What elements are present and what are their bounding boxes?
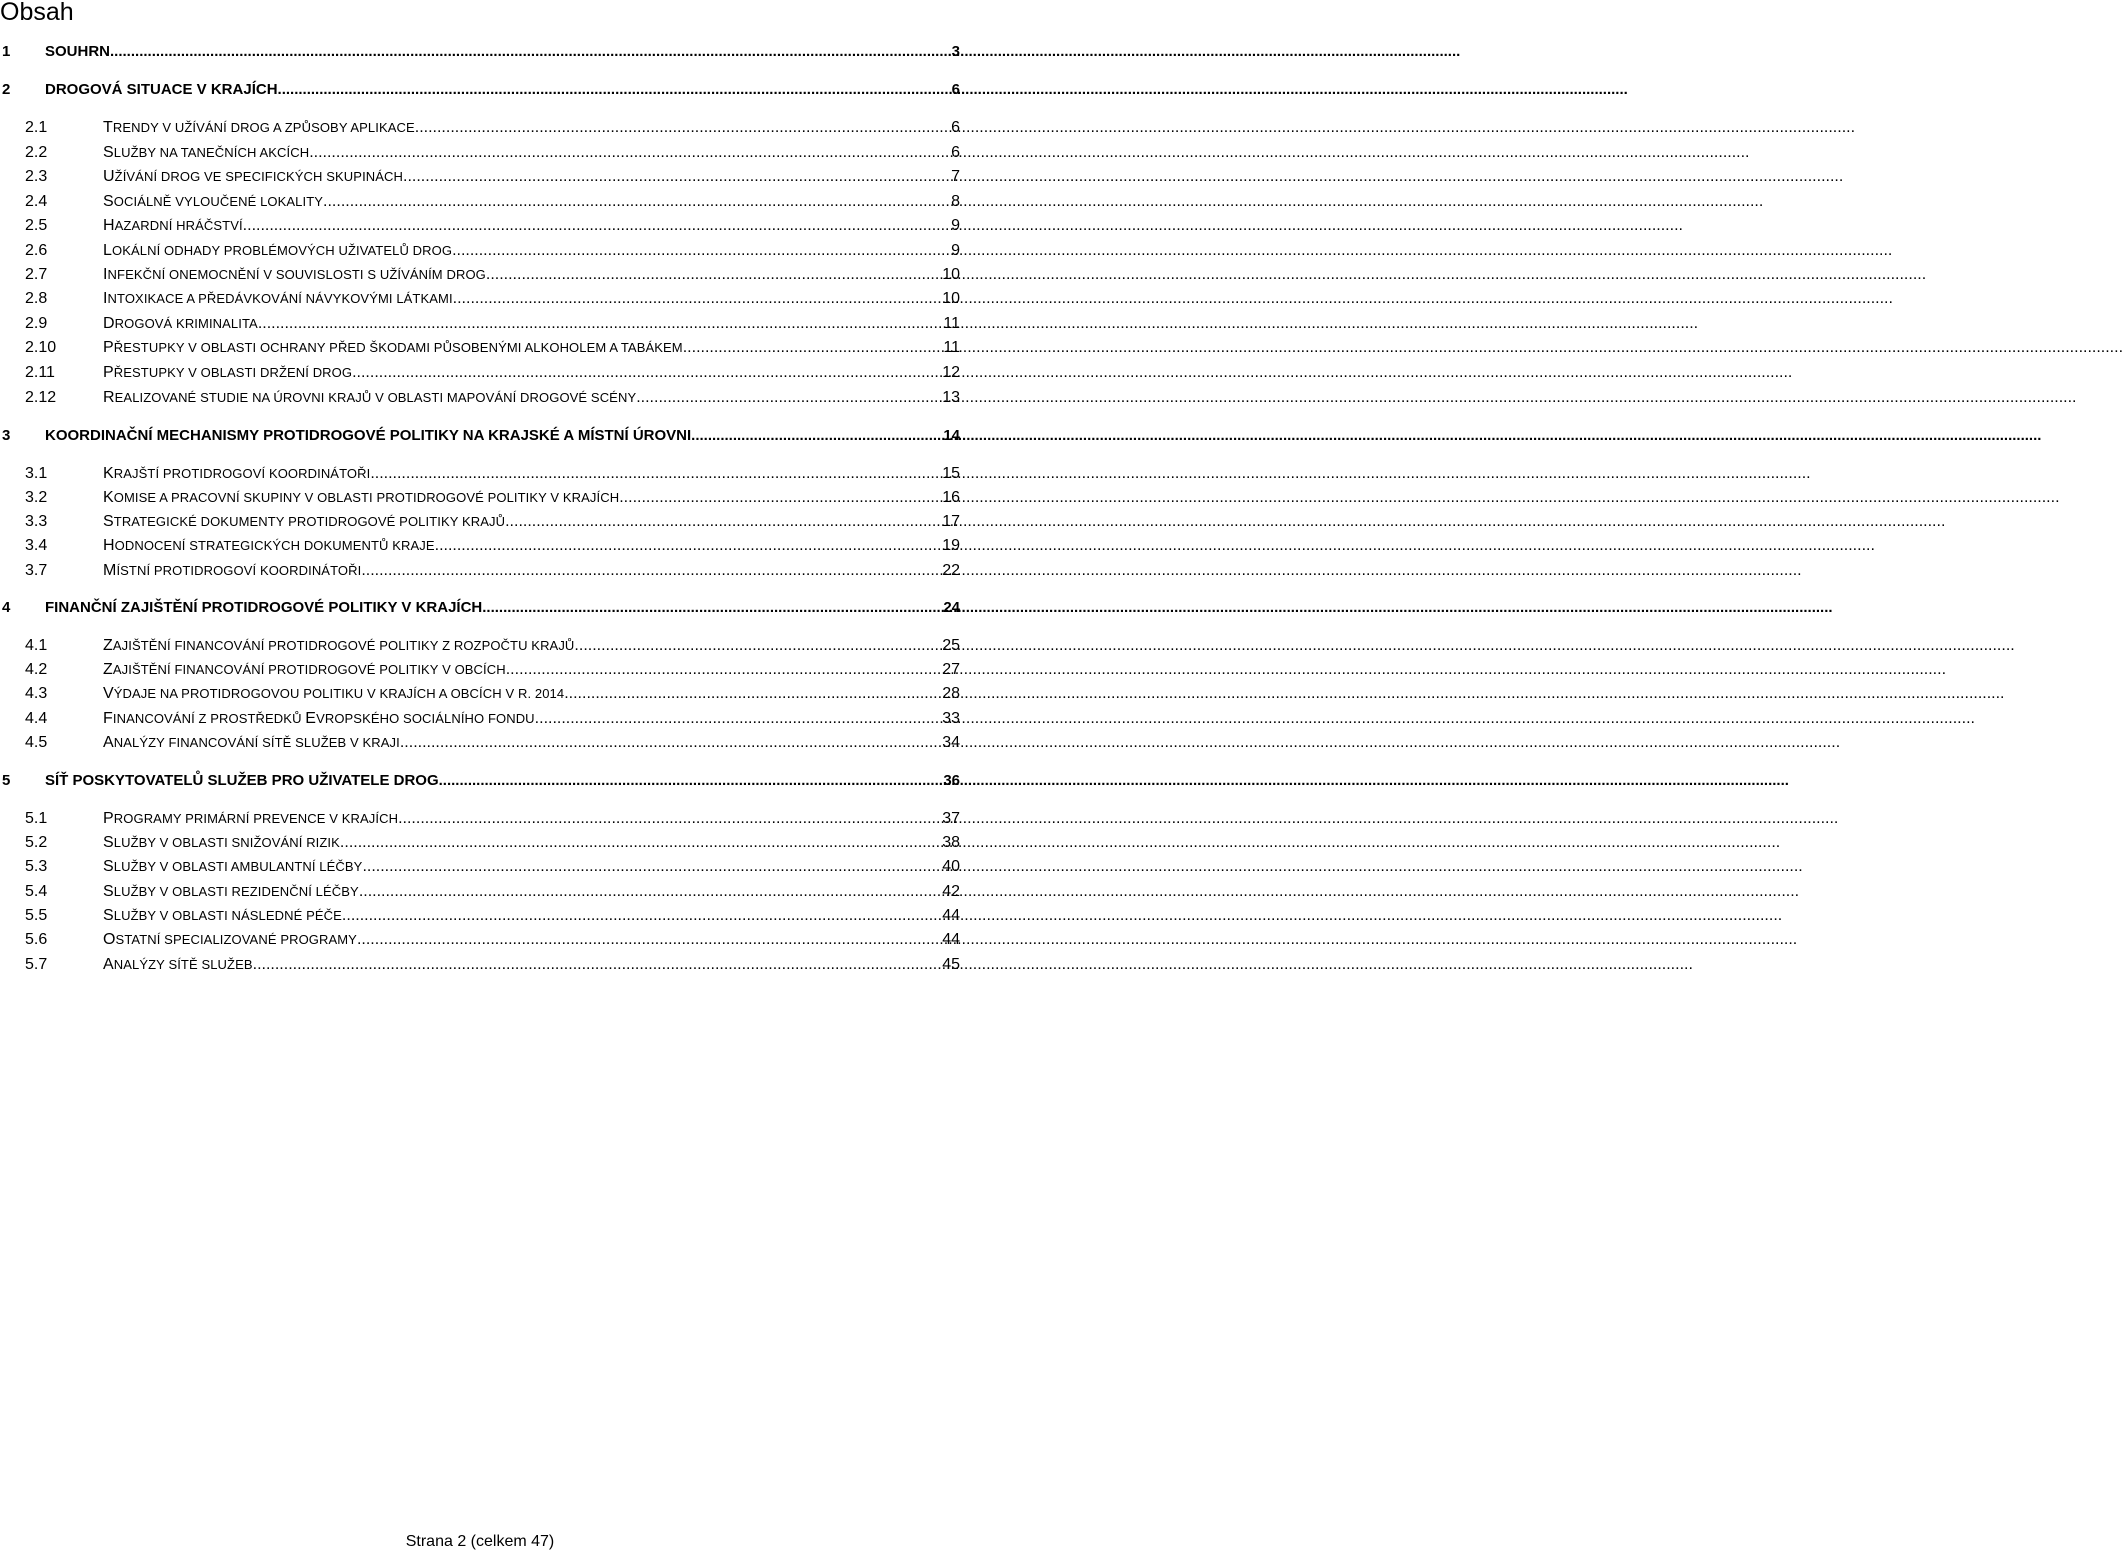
toc-leader-dots [278, 79, 952, 101]
toc-entry-line [103, 930, 960, 950]
toc-entry-page: 6 [951, 144, 960, 161]
toc-entry-title: KRAJŠTÍ PROTIDROGOVÍ KOORDINÁTOŘI [103, 465, 371, 482]
toc-leader-dots [574, 636, 942, 656]
toc-entry-line [103, 167, 960, 187]
toc-leader-dots [506, 660, 942, 680]
toc-entry-title: MÍSTNÍ PROTIDROGOVÍ KOORDINÁTOŘI [103, 562, 362, 579]
toc-entry-page: 24 [943, 599, 960, 616]
toc-leader-dots [359, 882, 942, 902]
toc-entry[interactable] [0, 809, 960, 833]
toc-entry-number: 2.4 [25, 193, 48, 210]
toc-entry-number: 5.1 [25, 810, 48, 827]
toc-entry-line [103, 289, 960, 309]
toc-entry[interactable] [0, 597, 960, 621]
toc-entry[interactable] [0, 660, 960, 684]
toc-entry[interactable] [0, 314, 960, 338]
toc-entry[interactable] [0, 488, 960, 512]
toc-entry[interactable] [0, 143, 960, 167]
toc-entry-page: 40 [942, 858, 960, 875]
toc-leader-dots [435, 536, 943, 556]
toc-entry-page: 44 [942, 931, 960, 948]
toc-entry-number: 3.2 [25, 489, 48, 506]
toc-entry[interactable] [0, 79, 960, 103]
toc-entry-title: DROGOVÁ KRIMINALITA [103, 315, 258, 332]
toc-entry-page: 22 [942, 562, 960, 579]
toc-entry-title: ANALÝZY FINANCOVÁNÍ SÍTĚ SLUŽEB V KRAJI [103, 734, 400, 751]
toc-entry-line [103, 338, 960, 358]
toc-leader-dots [357, 930, 942, 950]
toc-entry-title: ANALÝZY SÍTĚ SLUŽEB [103, 956, 253, 973]
toc-entry-page: 38 [942, 834, 960, 851]
toc-leader-dots [258, 314, 944, 334]
toc-entry-number: 5.3 [25, 858, 48, 875]
toc-entry-title: ZAJIŠTĚNÍ FINANCOVÁNÍ PROTIDROGOVÉ POLITIKY V OBCÍCH [103, 661, 506, 678]
toc-entry-page: 10 [942, 266, 960, 283]
toc-leader-dots [110, 41, 952, 63]
toc-entry-line [103, 709, 960, 729]
toc-entry[interactable] [0, 41, 960, 65]
toc-entry-title: KOORDINAČNÍ MECHANISMY PROTIDROGOVÉ POLITIKY NA KRAJSKÉ A MÍSTNÍ ÚROVNI [45, 427, 692, 444]
toc-leader-dots [370, 464, 942, 484]
toc-entry-page: 34 [942, 734, 960, 751]
toc-entry-number: 2 [2, 81, 11, 98]
toc-entry-title: OSTATNÍ SPECIALIZOVANÉ PROGRAMY [103, 931, 357, 948]
toc-entry-title: PŘESTUPKY V OBLASTI OCHRANY PŘED ŠKODAMI PŮSOBENÝMI ALKOHOLEM A TABÁKEM [103, 339, 683, 356]
toc-entry-title: SOUHRN [45, 43, 111, 60]
toc-entry[interactable] [0, 167, 960, 191]
toc-entry-number: 4.1 [25, 637, 48, 654]
toc-entry-title: PROGRAMY PRIMÁRNÍ PREVENCE V KRAJÍCH [103, 810, 399, 827]
toc-leader-dots [453, 289, 943, 309]
toc-entry-page: 13 [942, 389, 960, 406]
toc-entry-number: 3 [2, 427, 11, 444]
toc-entry-number: 2.2 [25, 144, 48, 161]
toc-entry-number: 2.10 [25, 339, 57, 356]
toc-entry-number: 4.5 [25, 734, 48, 751]
toc-leader-dots [452, 241, 951, 261]
toc-entry[interactable] [0, 118, 960, 142]
toc-entry-page: 7 [951, 168, 960, 185]
toc-entry-line [103, 684, 960, 704]
toc-leader-dots [352, 363, 942, 383]
toc-entry-page: 25 [942, 637, 960, 654]
toc-entry[interactable] [0, 512, 960, 536]
toc-entry-page: 45 [942, 956, 960, 973]
toc-entry-page: 36 [943, 772, 960, 789]
toc-entry-page: 3 [951, 43, 960, 60]
toc-entry[interactable] [0, 709, 960, 733]
toc-entry[interactable] [0, 289, 960, 313]
toc-entry-title: TRENDY V UŽÍVÁNÍ DROG A ZPŮSOBY APLIKACE [103, 119, 415, 136]
toc-entry[interactable] [0, 216, 960, 240]
toc-entry-title: DROGOVÁ SITUACE V KRAJÍCH [45, 81, 278, 98]
toc-entry[interactable] [0, 636, 960, 660]
toc-entry[interactable] [0, 388, 960, 412]
toc-entry[interactable] [0, 770, 960, 794]
toc-entry-title: ZAJIŠTĚNÍ FINANCOVÁNÍ PROTIDROGOVÉ POLITIKY Z ROZPOČTU KRAJŮ [103, 637, 575, 654]
toc-entry-title: SLUŽBY V OBLASTI NÁSLEDNÉ PÉČE [103, 907, 342, 924]
toc-entry-line [103, 660, 960, 680]
toc-entry-page: 19 [942, 537, 960, 554]
toc-leader-dots [486, 265, 942, 285]
toc-leader-dots [636, 388, 942, 408]
toc-entry-number: 5.4 [25, 883, 48, 900]
toc-entry-line [103, 733, 960, 753]
toc-entry-number: 3.1 [25, 465, 48, 482]
toc-leader-dots [564, 684, 942, 704]
toc-entry[interactable] [0, 906, 960, 930]
toc-entry[interactable] [0, 930, 960, 954]
toc-entry-line [103, 882, 960, 902]
toc-entry-page: 11 [943, 315, 960, 332]
toc-entry-number: 2.11 [25, 364, 55, 381]
toc-leader-dots [439, 770, 944, 792]
toc-entry-number: 2.9 [25, 315, 48, 332]
toc-entry-line [45, 79, 960, 101]
toc-entry[interactable] [0, 882, 960, 906]
toc-entry-line [103, 809, 960, 829]
toc-entry-line [103, 955, 960, 975]
toc-entry-line [103, 192, 960, 212]
toc-entry-number: 2.3 [25, 168, 48, 185]
toc-entry[interactable] [0, 833, 960, 857]
toc-entry-number: 2.8 [25, 290, 48, 307]
toc-leader-dots [398, 809, 942, 829]
toc-entry-number: 2.7 [25, 266, 48, 283]
toc-entry-page: 10 [942, 290, 960, 307]
toc-leader-dots [361, 561, 942, 581]
toc-leader-dots [323, 192, 951, 212]
toc-entry-page: 6 [951, 81, 960, 98]
toc-entry-title: UŽÍVÁNÍ DROG VE SPECIFICKÝCH SKUPINÁCH [103, 168, 404, 185]
toc-entry-title: SLUŽBY V OBLASTI SNIŽOVÁNÍ RIZIK [103, 834, 340, 851]
toc-entry[interactable] [0, 363, 960, 387]
toc-entry-page: 33 [942, 710, 960, 727]
toc-entry-page: 12 [942, 364, 960, 381]
toc-entry-title: KOMISE A PRACOVNÍ SKUPINY V OBLASTI PROTIDROGOVÉ POLITIKY V KRAJÍCH [103, 489, 620, 506]
toc-entry-page: 16 [942, 489, 960, 506]
toc-entry-title: HAZARDNÍ HRÁČSTVÍ [103, 217, 243, 234]
toc-entry-title: SOCIÁLNĚ VYLOUČENÉ LOKALITY [103, 193, 324, 210]
toc-entry-number: 5.6 [25, 931, 48, 948]
toc-entry[interactable] [0, 425, 960, 449]
toc-entry-line [45, 41, 960, 63]
toc-entry-number: 5.5 [25, 907, 48, 924]
toc-entry-number: 2.1 [25, 119, 48, 136]
toc-leader-dots [505, 512, 942, 532]
toc-entry-line [103, 241, 960, 261]
toc-entry-page: 44 [942, 907, 960, 924]
toc-entry-line [103, 265, 960, 285]
toc-entry-title: INTOXIKACE A PŘEDÁVKOVÁNÍ NÁVYKOVÝMI LÁTKAMI [103, 290, 453, 307]
toc-entry-line [103, 363, 960, 383]
toc-entry-page: 14 [943, 427, 960, 444]
toc-leader-dots [535, 709, 943, 729]
toc-leader-dots [362, 857, 942, 877]
page-footer: Strana 2 (celkem 47) [405, 1533, 555, 1550]
toc-leader-dots [415, 118, 951, 138]
toc-entry-line [103, 536, 960, 556]
toc-entry-line [103, 512, 960, 532]
toc-entry-title: REALIZOVANÉ STUDIE NA ÚROVNI KRAJŮ V OBLASTI MAPOVÁNÍ DROGOVÉ SCÉNY [103, 389, 637, 406]
toc-entry-line [103, 561, 960, 581]
toc-entry-title: STRATEGICKÉ DOKUMENTY PROTIDROGOVÉ POLITIKY KRAJŮ [103, 513, 506, 530]
toc-entry-page: 17 [942, 513, 960, 530]
toc-entry[interactable] [0, 241, 960, 265]
toc-entry-number: 5.7 [25, 956, 48, 973]
toc-entry-line [45, 770, 960, 792]
toc-entry-number: 5.2 [25, 834, 48, 851]
toc-entry-title: HODNOCENÍ STRATEGICKÝCH DOKUMENTŮ KRAJE [103, 537, 435, 554]
toc-entry-number: 3.7 [25, 562, 48, 579]
toc-entry-page: 15 [942, 465, 960, 482]
toc-leader-dots [309, 143, 951, 163]
toc-leader-dots [683, 338, 944, 358]
toc-entry-line [103, 118, 960, 138]
toc-entry[interactable] [0, 955, 960, 979]
toc-entry-title: FINANCOVÁNÍ Z PROSTŘEDKŮ EVROPSKÉHO SOCIÁLNÍHO FONDU [103, 710, 535, 727]
toc-entry-number: 2.12 [25, 389, 57, 406]
toc-entry-number: 1 [2, 43, 11, 60]
toc-entry-number: 4.4 [25, 710, 48, 727]
toc-entry-number: 2.5 [25, 217, 48, 234]
toc-entry[interactable] [0, 733, 960, 757]
toc-entry-title: SÍŤ POSKYTOVATELŮ SLUŽEB PRO UŽIVATELE DROG [45, 772, 439, 789]
toc-entry-number: 4.3 [25, 685, 48, 702]
toc-entry-page: 28 [942, 685, 960, 702]
toc-entry-page: 6 [951, 119, 960, 136]
toc-entry[interactable] [0, 561, 960, 585]
toc-entry-title: INFEKČNÍ ONEMOCNĚNÍ V SOUVISLOSTI S UŽÍVÁNÍM DROG [103, 266, 486, 283]
toc-entry-number: 3.3 [25, 513, 48, 530]
toc-entry-page: 9 [951, 242, 960, 259]
toc-leader-dots [619, 488, 942, 508]
toc-entry-title: VÝDAJE NA PROTIDROGOVOU POLITIKU V KRAJÍCH A OBCÍCH V R. 2014 [103, 685, 565, 702]
toc-leader-dots [400, 733, 942, 753]
toc-entry-number: 2.6 [25, 242, 48, 259]
toc-entry-title: SLUŽBY NA TANEČNÍCH AKCÍCH [103, 144, 310, 161]
toc-entry-line [103, 906, 960, 926]
toc-entry-line [45, 597, 960, 619]
toc-entry[interactable] [0, 684, 960, 708]
toc-entry-number: 4 [2, 599, 11, 616]
toc-entry-line [103, 857, 960, 877]
toc-leader-dots [253, 955, 943, 975]
toc-entry[interactable] [0, 464, 960, 488]
toc-entry-title: SLUŽBY V OBLASTI REZIDENČNÍ LÉČBY [103, 883, 359, 900]
toc-leader-dots [691, 425, 943, 447]
toc-entry-line [103, 388, 960, 408]
toc-entry-number: 5 [2, 772, 11, 789]
toc-entry-line [103, 636, 960, 656]
toc-entry[interactable] [0, 857, 960, 881]
toc-entry-page: 8 [951, 193, 960, 210]
toc-entry-page: 9 [951, 217, 960, 234]
toc-entry[interactable] [0, 338, 960, 362]
toc-entry-line [103, 216, 960, 236]
toc-entry-number: 4.2 [25, 661, 48, 678]
toc-entry-page: 37 [942, 810, 960, 827]
toc-entry-number: 3.4 [25, 537, 48, 554]
toc-leader-dots [482, 597, 943, 619]
toc-entry-title: PŘESTUPKY V OBLASTI DRŽENÍ DROG [103, 364, 353, 381]
toc-entry-title: FINANČNÍ ZAJIŠTĚNÍ PROTIDROGOVÉ POLITIKY V KRAJÍCH [45, 599, 483, 616]
toc-entry-line [103, 143, 960, 163]
toc-entry-page: 27 [942, 661, 960, 678]
toc-entry-title: SLUŽBY V OBLASTI AMBULANTNÍ LÉČBY [103, 858, 363, 875]
toc-entry[interactable] [0, 536, 960, 560]
toc-entry-line [103, 488, 960, 508]
page-title: Obsah [0, 0, 74, 26]
toc-leader-dots [340, 833, 942, 853]
toc-entry-line [103, 314, 960, 334]
toc-entry-line [45, 425, 960, 447]
toc-entry-line [103, 833, 960, 853]
toc-entry-page: 42 [942, 883, 960, 900]
toc-entry-page: 11 [943, 339, 960, 356]
toc-entry-line [103, 464, 960, 484]
toc-entry[interactable] [0, 192, 960, 216]
toc-leader-dots [403, 167, 951, 187]
toc-entry[interactable] [0, 265, 960, 289]
toc-leader-dots [243, 216, 951, 236]
toc-entry-title: LOKÁLNÍ ODHADY PROBLÉMOVÝCH UŽIVATELŮ DROG [103, 242, 453, 259]
toc-leader-dots [342, 906, 942, 926]
